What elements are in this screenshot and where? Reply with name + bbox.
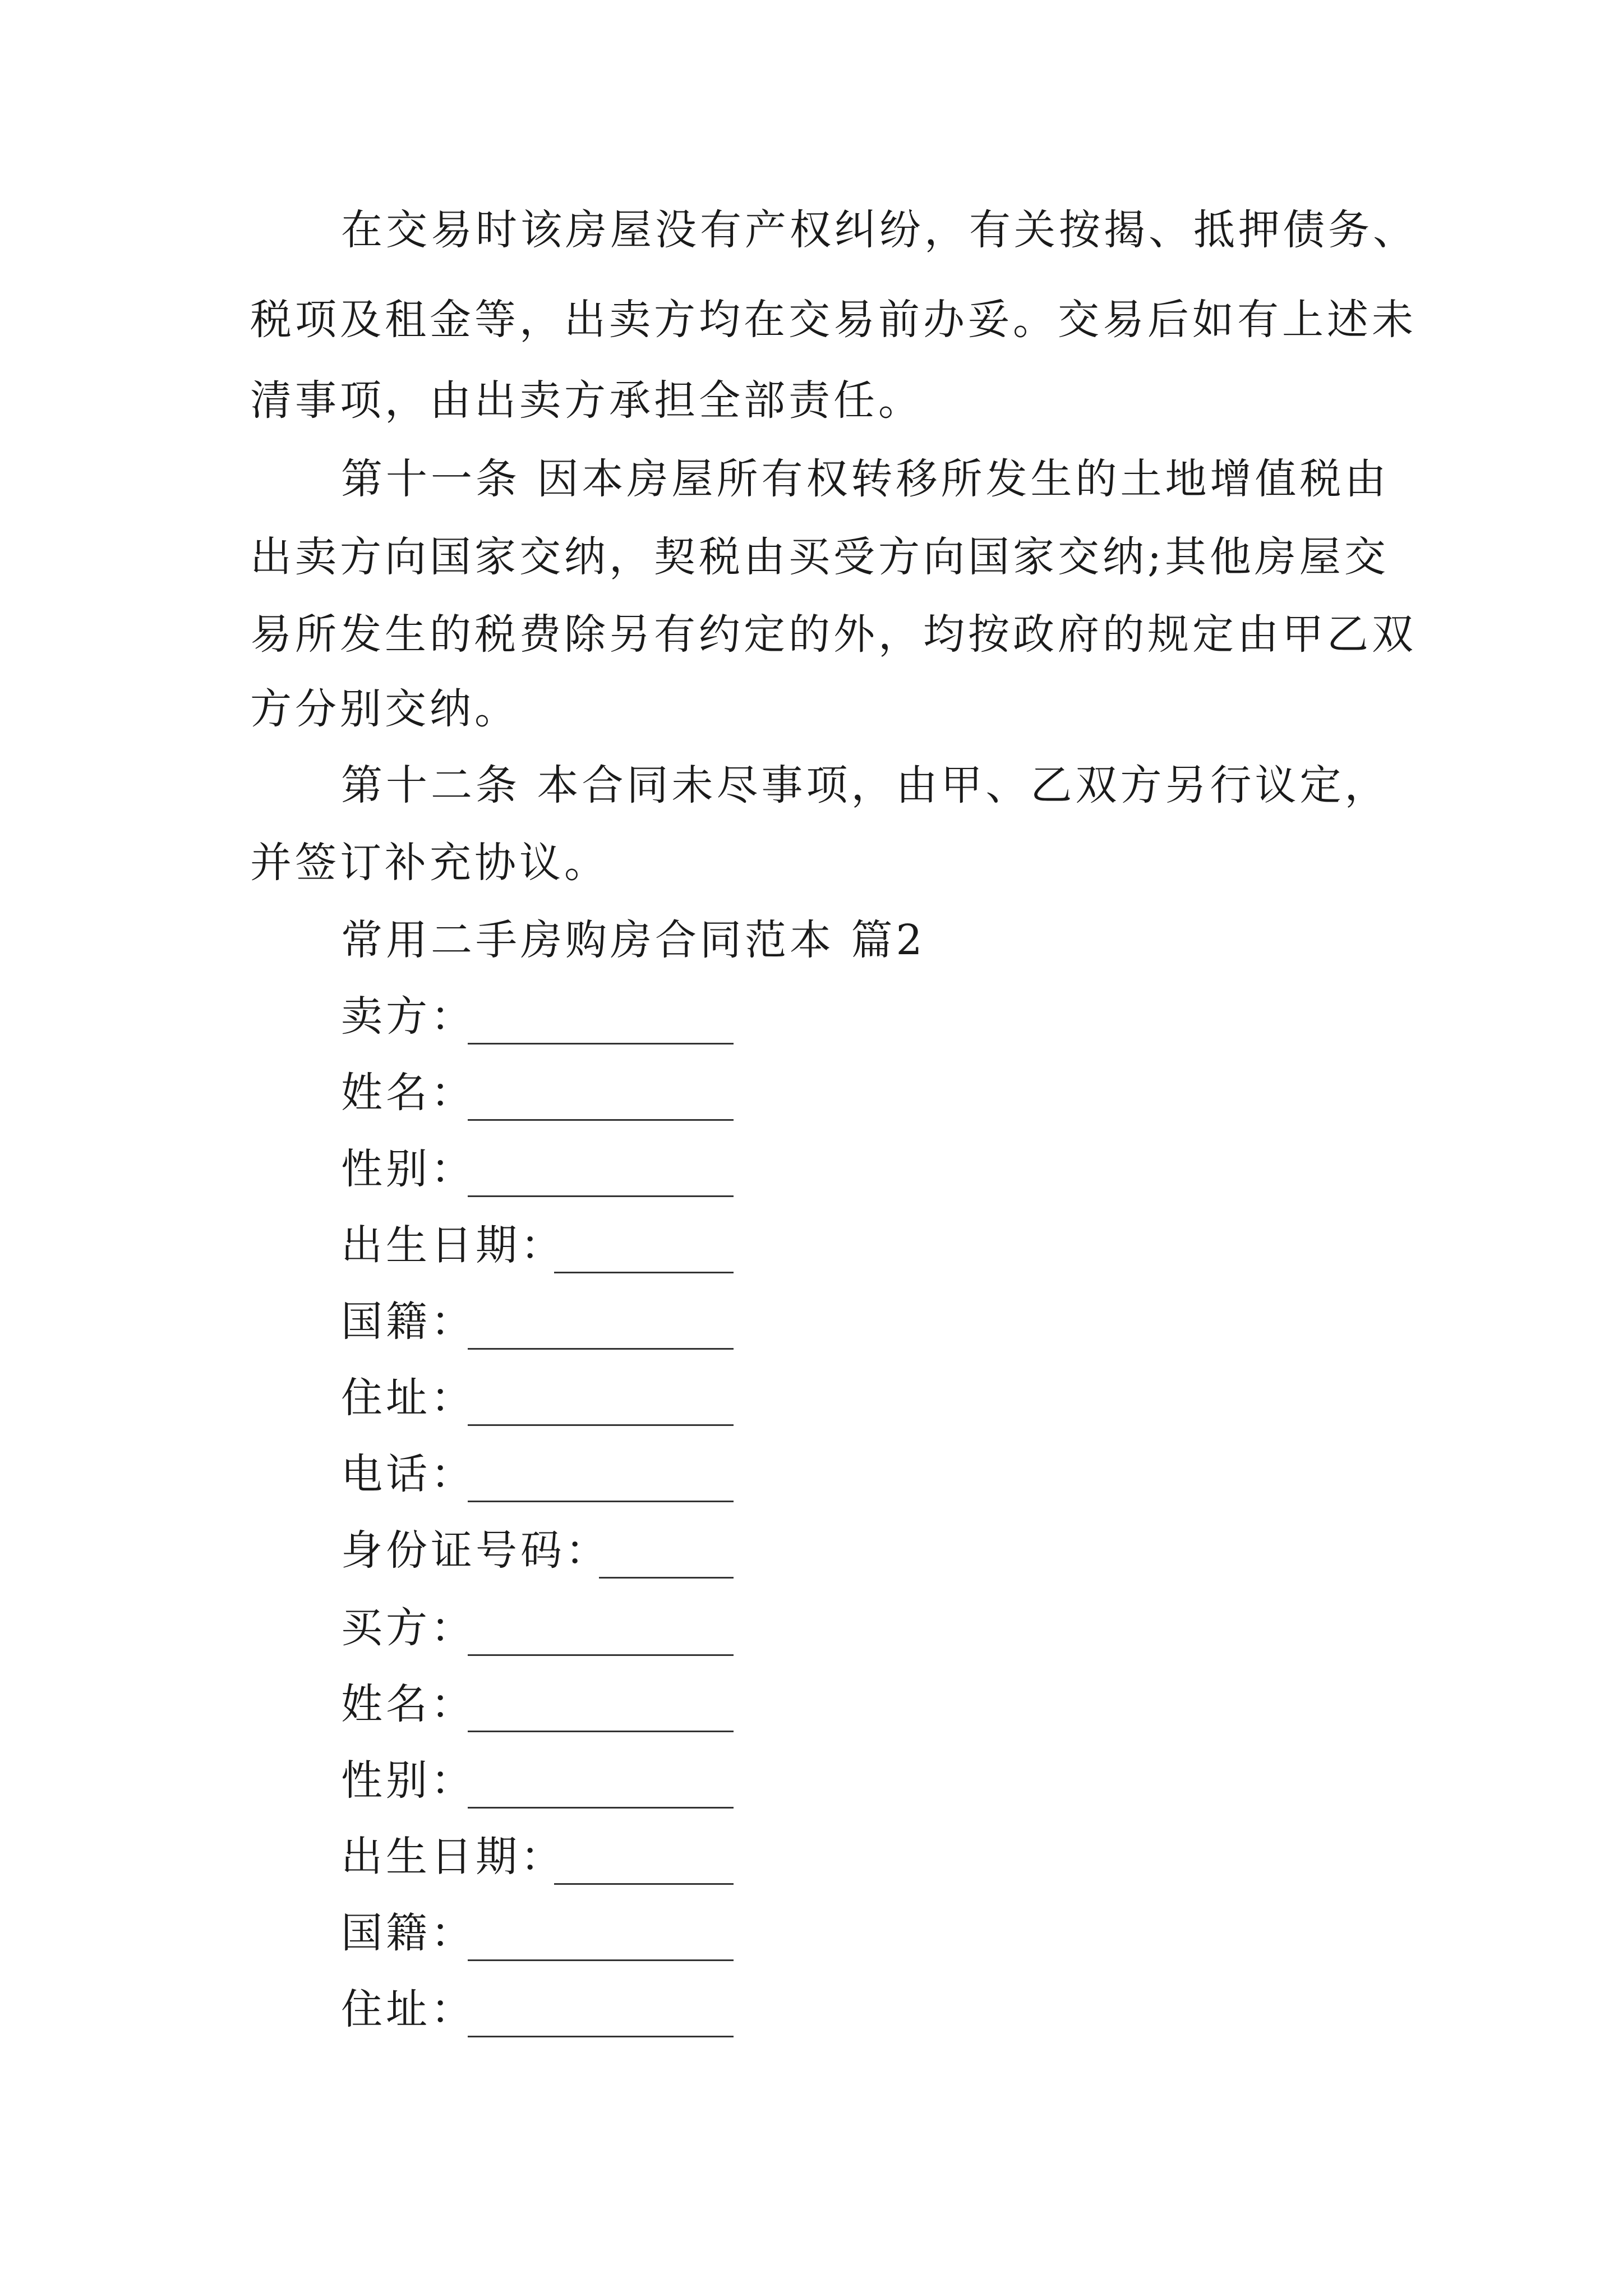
field-label: 国籍： xyxy=(341,1297,476,1346)
blank-line[interactable] xyxy=(468,988,734,1045)
field-label: 电话： xyxy=(341,1450,476,1498)
form-field-birthdate[interactable] xyxy=(341,1217,958,1273)
field-label: 姓名： xyxy=(341,1680,476,1728)
field-label: 性别： xyxy=(341,1756,476,1805)
paragraph-line: 在交易时该房屋没有产权纠纷，有关按揭、抵押债务、 xyxy=(341,206,1418,254)
form-field-name[interactable] xyxy=(341,1676,958,1732)
field-label: 身份证号码： xyxy=(341,1526,610,1575)
field-label: 买方： xyxy=(341,1604,476,1652)
field-label: 住址： xyxy=(341,1374,476,1422)
field-label: 出生日期： xyxy=(341,1221,565,1269)
blank-line[interactable] xyxy=(468,1752,734,1809)
blank-line[interactable] xyxy=(468,1370,734,1426)
paragraph-line: 易所发生的税费除另有约定的外，均按政府的规定由甲乙双 xyxy=(250,610,1417,659)
blank-line[interactable] xyxy=(468,1676,734,1732)
form-field-buyer[interactable] xyxy=(341,1600,958,1656)
form-field-gender[interactable] xyxy=(341,1141,958,1197)
blank-line[interactable] xyxy=(468,1446,734,1502)
field-label: 卖方： xyxy=(341,992,476,1041)
field-label: 住址： xyxy=(341,1985,476,2033)
blank-line[interactable] xyxy=(468,1141,734,1197)
paragraph-line: 清事项，由出卖方承担全部责任。 xyxy=(250,376,923,425)
blank-line[interactable] xyxy=(468,1294,734,1350)
form-field-gender[interactable] xyxy=(341,1752,958,1809)
form-field-id-number[interactable] xyxy=(341,1522,958,1579)
paragraph-line: 并签订补充协议。 xyxy=(250,839,609,887)
blank-line[interactable] xyxy=(599,1522,734,1579)
paragraph-line: 出卖方向国家交纳，契税由买受方向国家交纳;其他房屋交 xyxy=(250,533,1389,581)
section-title: 常用二手房购房合同范本 篇2 xyxy=(341,916,926,964)
blank-line[interactable] xyxy=(468,1600,734,1656)
form-field-nationality[interactable] xyxy=(341,1905,958,1961)
paragraph-line: 第十一条 因本房屋所有权转移所发生的土地增值税由 xyxy=(341,455,1390,503)
paragraph-line: 方分别交纳。 xyxy=(250,685,519,733)
paragraph-line: 第十二条 本合同未尽事项，由甲、乙双方另行议定， xyxy=(341,761,1390,809)
form-field-birthdate[interactable] xyxy=(341,1829,958,1885)
paragraph-line: 税项及租金等，出卖方均在交易前办妥。交易后如有上述未 xyxy=(250,296,1417,344)
form-field-phone[interactable] xyxy=(341,1446,958,1502)
field-label: 国籍： xyxy=(341,1909,476,1957)
blank-line[interactable] xyxy=(554,1217,734,1273)
form-field-name[interactable] xyxy=(341,1065,958,1121)
blank-line[interactable] xyxy=(468,1981,734,2037)
blank-line[interactable] xyxy=(468,1905,734,1961)
form-field-address[interactable] xyxy=(341,1981,958,2037)
field-label: 姓名： xyxy=(341,1069,476,1117)
form-field-seller[interactable] xyxy=(341,988,958,1045)
form-field-nationality[interactable] xyxy=(341,1294,958,1350)
form-field-address[interactable] xyxy=(341,1370,958,1426)
field-label: 性别： xyxy=(341,1145,476,1193)
blank-line[interactable] xyxy=(468,1065,734,1121)
blank-line[interactable] xyxy=(554,1829,734,1885)
field-label: 出生日期： xyxy=(341,1833,565,1881)
